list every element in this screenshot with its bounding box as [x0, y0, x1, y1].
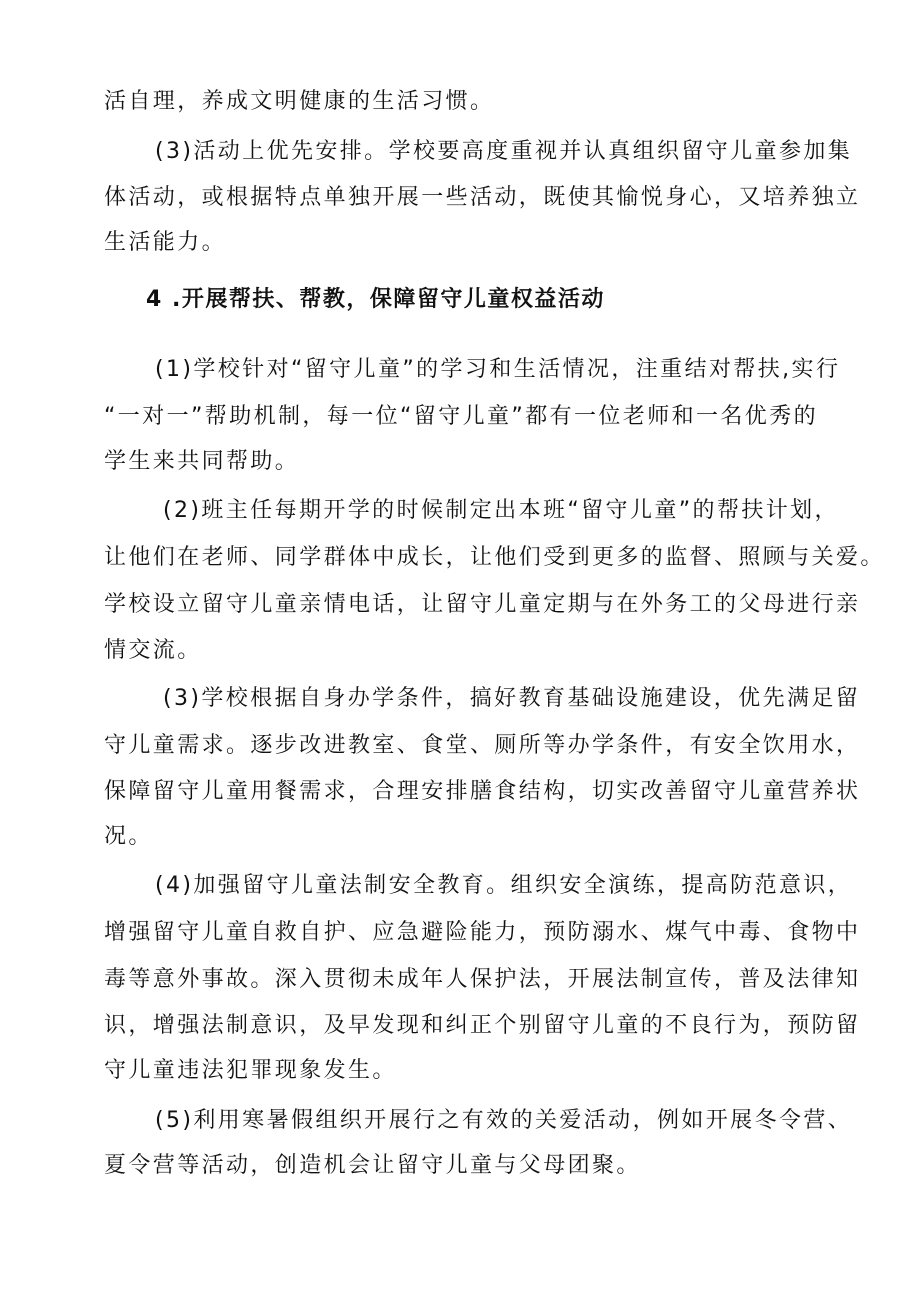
text-line: (2)班主任每期开学的时候制定出本班“留守儿童”的帮扶计划， — [163, 498, 839, 523]
text-line: 识，增强法制意识，及早发现和纠正个别留守儿童的不良行为，预防留 — [104, 1013, 861, 1038]
text-line: (3)活动上优先安排。学校要高度重视并认真组织留守儿童参加集 — [155, 139, 853, 164]
text-line: 生活能力。 — [104, 230, 227, 255]
text-line: 情交流。 — [104, 638, 202, 663]
text-line: 活自理，养成文明健康的生活习惯。 — [104, 89, 495, 114]
text-line: 夏令营等活动，创造机会让留守儿童与父母团聚。 — [104, 1153, 641, 1178]
text-line: 学生来共同帮助。 — [104, 449, 300, 474]
text-line: (1)学校针对“留守儿童”的学习和生活情况，注重结对帮扶,实行 — [155, 357, 841, 382]
text-line: 守儿童违法犯罪现象发生。 — [104, 1058, 397, 1083]
text-line: (3)学校根据自身办学条件，搞好教育基础设施建设，优先满足留 — [163, 686, 861, 711]
text-line: 毒等意外事故。深入贯彻未成年人保护法，开展法制宣传，普及法律知 — [104, 967, 861, 992]
text-line: 让他们在老师、同学群体中成长，让他们受到更多的监督、照顾与关爱。 — [104, 545, 885, 570]
text-line: (5)利用寒暑假组织开展行之有效的关爱活动，例如开展冬令营、 — [155, 1108, 853, 1133]
text-line: 守儿童需求。逐步改进教室、食堂、厕所等办学条件，有安全饮用水， — [104, 733, 861, 758]
text-line: 况。 — [104, 824, 153, 849]
section-heading: 4 .开展帮扶、帮教，保障留守儿童权益活动 — [146, 287, 605, 312]
text-line: 增强留守儿童自救自护、应急避险能力，预防溺水、煤气中毒、食物中 — [104, 920, 861, 945]
text-line: (4)加强留守儿童法制安全教育。组织安全演练，提高防范意识， — [155, 873, 853, 898]
text-line: 体活动，或根据特点单独开展一些活动，既使其愉悦身心，又培养独立 — [104, 185, 861, 210]
text-line: “一对一”帮助机制，每一位“留守儿童”都有一位老师和一名优秀的 — [104, 404, 818, 429]
text-line: 保障留守儿童用餐需求，合理安排膳食结构，切实改善留守儿童营养状 — [104, 779, 861, 804]
text-line: 学校设立留守儿童亲情电话，让留守儿童定期与在外务工的父母进行亲 — [104, 592, 861, 617]
